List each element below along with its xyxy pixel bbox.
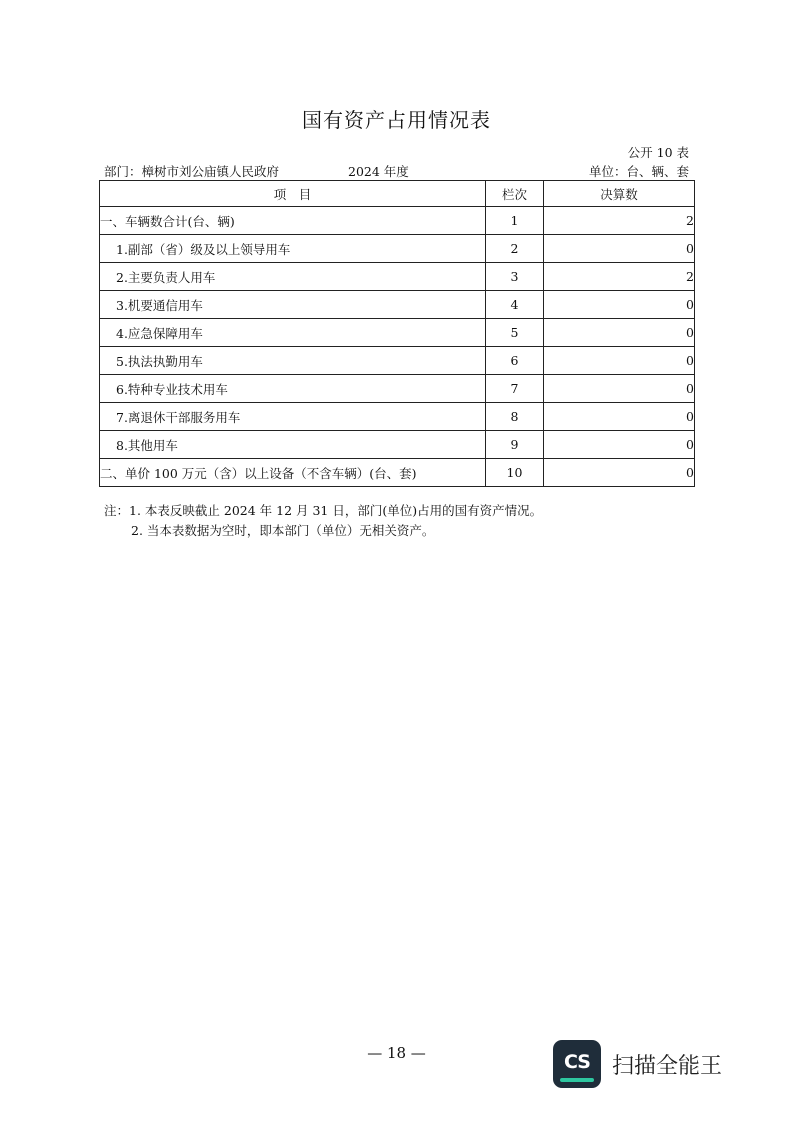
table-row <box>100 207 695 235</box>
brand-name: 扫描全能王 <box>612 1054 723 1079</box>
table-header-row <box>100 181 695 207</box>
header-value: 决算数 <box>544 181 695 207</box>
row-col: 4 <box>486 291 544 319</box>
fiscal-year: 2024 年度 <box>348 164 409 179</box>
table-row <box>100 431 695 459</box>
row-value: 0 <box>544 319 695 347</box>
row-value: 0 <box>544 403 695 431</box>
row-value: 0 <box>544 431 695 459</box>
note-line-2: 2. 当本表数据为空时，即本部门（单位）无相关资产。 <box>131 523 435 538</box>
row-col: 1 <box>486 207 544 235</box>
row-value: 2 <box>544 207 695 235</box>
camscanner-logo-icon <box>553 1040 601 1088</box>
row-col: 10 <box>486 459 544 487</box>
department-label: 部门：樟树市刘公庙镇人民政府 <box>104 164 280 179</box>
row-col: 8 <box>486 403 544 431</box>
table-row <box>100 375 695 403</box>
header-col: 栏次 <box>486 181 544 207</box>
table-row <box>100 263 695 291</box>
row-col: 6 <box>486 347 544 375</box>
row-item: 5.执法执勤用车 <box>100 347 486 375</box>
row-col: 9 <box>486 431 544 459</box>
row-item: 8.其他用车 <box>100 431 486 459</box>
header-item: 项 目 <box>100 181 486 207</box>
row-value: 0 <box>544 291 695 319</box>
table-row <box>100 403 695 431</box>
table-row <box>100 319 695 347</box>
table-row <box>100 291 695 319</box>
row-col: 3 <box>486 263 544 291</box>
row-item: 二、单价 100 万元（含）以上设备（不含车辆）(台、套) <box>100 459 486 487</box>
row-item: 6.特种专业技术用车 <box>100 375 486 403</box>
row-item: 7.离退休干部服务用车 <box>100 403 486 431</box>
row-value: 0 <box>544 347 695 375</box>
row-item: 4.应急保障用车 <box>100 319 486 347</box>
table-row <box>100 459 695 487</box>
form-number: 公开 10 表 <box>627 145 689 160</box>
row-value: 0 <box>544 459 695 487</box>
asset-table <box>99 180 695 487</box>
row-value: 2 <box>544 263 695 291</box>
row-value: 0 <box>544 235 695 263</box>
logo-accent-bar <box>560 1078 594 1082</box>
row-item: 2.主要负责人用车 <box>100 263 486 291</box>
row-value: 0 <box>544 375 695 403</box>
page-title: 国有资产占用情况表 <box>302 108 491 132</box>
row-col: 7 <box>486 375 544 403</box>
page-number: — 18 — <box>367 1044 426 1062</box>
table-row <box>100 235 695 263</box>
logo-text: CS <box>564 1051 590 1073</box>
row-col: 2 <box>486 235 544 263</box>
note-line-1: 注：1. 本表反映截止 2024 年 12 月 31 日，部门(单位)占用的国有资产情况。 <box>104 503 543 518</box>
unit-label: 单位：台、辆、套 <box>588 164 689 179</box>
row-col: 5 <box>486 319 544 347</box>
row-item: 1.副部（省）级及以上领导用车 <box>100 235 486 263</box>
table-row <box>100 347 695 375</box>
row-item: 一、车辆数合计(台、辆) <box>100 207 486 235</box>
row-item: 3.机要通信用车 <box>100 291 486 319</box>
notes <box>104 501 542 541</box>
